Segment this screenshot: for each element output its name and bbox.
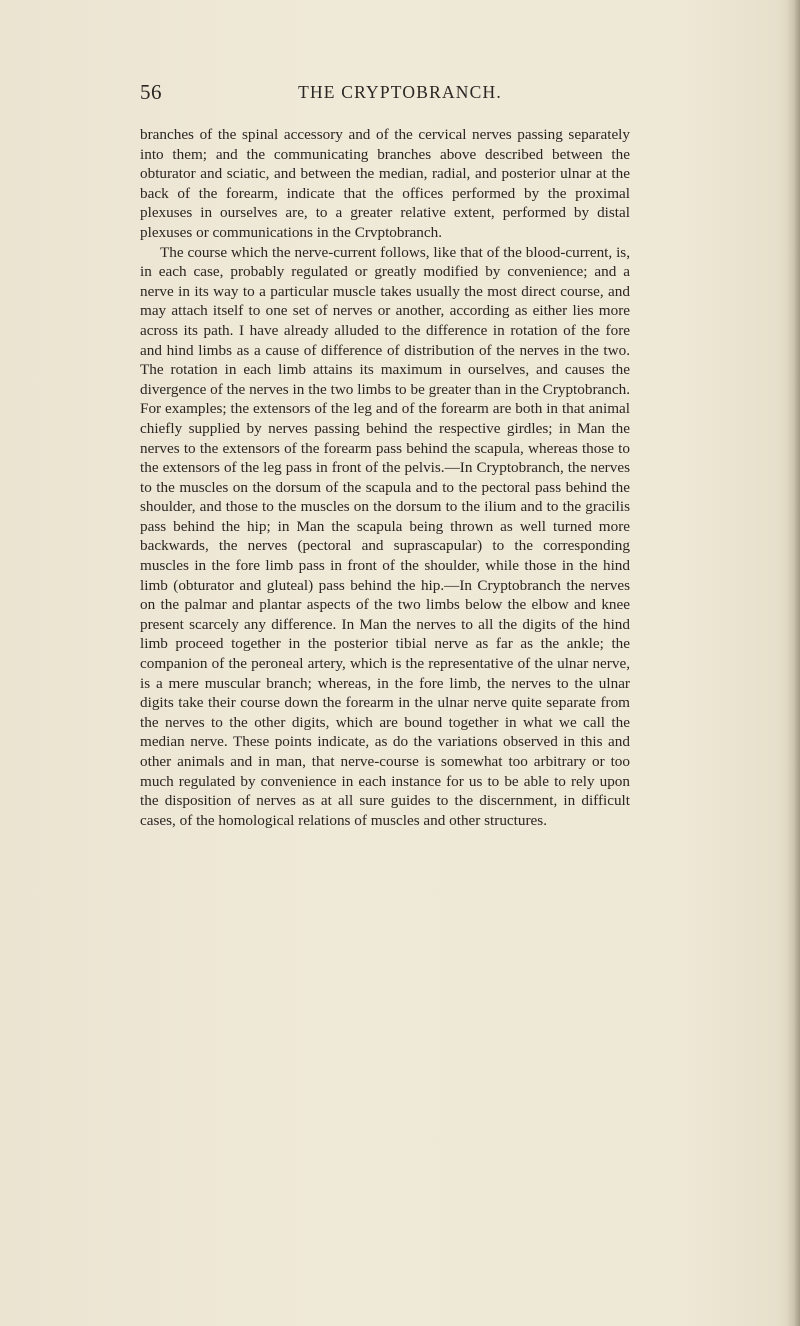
- page-number: 56: [140, 80, 162, 104]
- paragraph-continuation: branches of the spinal accessory and of the cervical nerves passing separately into them; and the communicating branches above described between the obturator and sciatic, and between the median, radial, and posterior ulnar at the back of the forearm, indicate that the offices performed by the proximal plexuses in ourselves are, to a greater relative extent, performed by distal plexuses or communications in the Crvptobranch.: [140, 126, 630, 241]
- running-head: THE CRYPTOBRANCH.: [298, 82, 502, 102]
- body-text: [140, 125, 630, 830]
- page-edge-shadow: [786, 0, 800, 1326]
- page-header: [0, 80, 800, 110]
- paragraph: The course which the nerve-current follows, like that of the blood-current, is, in each case, probably regulated or greatly modified by convenience; and a nerve in its way to a particular muscle takes usually the most direct course, and may attach itself to one set of nerves or another, according as either lies more across its path. I have already alluded to the difference in rotation of the fore and hind limbs as a cause of difference of distribution of the nerves in the two. The rotation in each limb attains its maximum in ourselves, and causes the divergence of the nerves in the two limbs to be greater than in the Cryptobranch. For examples; the extensors of the leg and of the forearm are both in that animal chiefly supplied by nerves passing behind the respective girdles; in Man the nerves to the extensors of the forearm pass behind the scapula, whereas those to the extensors of the leg pass in front of the pelvis.—In Cryptobranch, the nerves to the muscles on the dorsum of the scapula and to the pectoral pass behind the shoulder, and those to the muscles on the dorsum to the ilium and to the gracilis pass behind the hip; in Man the scapula being thrown as well turned more backwards, the nerves (pectoral and suprascapular) to the corresponding muscles in the fore limb pass in front of the shoulder, while those in the hind limb (obturator and gluteal) pass behind the hip.—In Cryptobranch the nerves on the palmar and plantar aspects of the two limbs below the elbow and knee present scarcely any difference. In Man the nerves to all the digits of the hind limb proceed together in the posterior tibial nerve as far as the ankle; the companion of the peroneal artery, which is the representative of the ulnar nerve, is a mere muscular branch; whereas, in the fore limb, the nerves to the ulnar digits take their course down the forearm in the ulnar nerve quite separate from the nerves to the other digits, which are bound together in what we call the median nerve. These points indicate, as do the variations observed in this and other animals and in man, that nerve-course is somewhat too arbitrary or too much regulated by convenience in each instance for us to be able to rely upon the disposition of nerves as at all sure guides to the discernment, in difficult cases, of the homological relations of muscles and other structures.: [140, 243, 630, 829]
